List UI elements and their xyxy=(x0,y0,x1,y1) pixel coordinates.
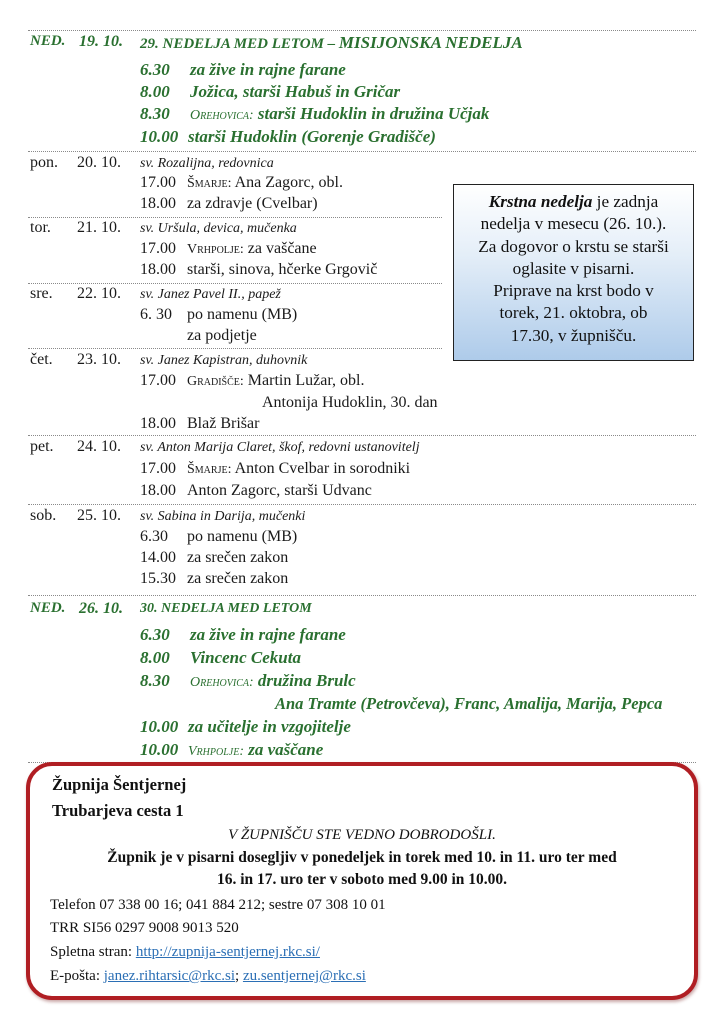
mass-row xyxy=(140,717,351,737)
weekday-date: 25. 10. xyxy=(77,507,121,524)
mass-time: 6.30 xyxy=(140,528,168,545)
email-row xyxy=(50,968,366,985)
mass-time: 6.30 xyxy=(140,625,170,644)
mass-intention: Ana Zagorc, obl. xyxy=(231,174,343,191)
sunday-date: 19. 10. xyxy=(79,33,123,50)
weekday-date: 22. 10. xyxy=(77,285,121,302)
mass-row xyxy=(140,327,257,345)
email-separator: ; xyxy=(235,968,243,984)
weekday-date: 23. 10. xyxy=(77,351,121,368)
mass-row xyxy=(140,261,377,279)
mass-intention: za učitelje in vzgojitelje xyxy=(188,717,351,736)
mass-time: 17.00 xyxy=(140,240,176,257)
sunday-date: 26. 10. xyxy=(79,600,123,617)
sunday-title-prefix: 29. NEDELJA MED LETOM – xyxy=(140,36,339,52)
mass-time: 18.00 xyxy=(140,415,176,432)
mass-time: 6.30 xyxy=(140,60,170,79)
mass-intention: starši Hudoklin (Gorenje Gradišče) xyxy=(188,127,436,146)
weekday-day: pet. xyxy=(30,438,54,455)
mass-intention: za vaščane xyxy=(243,240,317,257)
mass-intention: za žive in rajne farane xyxy=(190,60,346,79)
email-link-parish[interactable]: zu.sentjernej@rkc.si xyxy=(242,968,366,984)
mass-intention: za srečen zakon xyxy=(187,570,289,587)
mass-intention: Blaž Brišar xyxy=(187,415,260,432)
sunday-title xyxy=(140,33,523,53)
weekday-day: sob. xyxy=(30,507,57,524)
mass-time: 17.00 xyxy=(140,174,176,191)
office-hours-line2: 16. in 17. uro ter v soboto med 9.00 in 10.00. xyxy=(216,871,508,888)
divider xyxy=(28,595,696,596)
mass-place: Šmarje: xyxy=(187,176,232,191)
divider xyxy=(28,348,442,349)
mass-row xyxy=(140,82,400,102)
mass-place: Orehovica: xyxy=(190,108,254,123)
mass-row xyxy=(140,415,259,433)
mass-row xyxy=(140,549,288,567)
mass-row xyxy=(275,694,662,714)
mass-intention: po namenu (MB) xyxy=(187,306,298,323)
mass-row xyxy=(140,127,436,147)
mass-intention: Vincenc Cekuta xyxy=(190,648,301,667)
weekday-date: 20. 10. xyxy=(77,154,121,171)
divider xyxy=(28,217,442,218)
website-label: Spletna stran: xyxy=(50,944,136,960)
mass-time: 18.00 xyxy=(140,261,176,278)
baptism-notice-line: Priprave na krst bodo v xyxy=(493,281,654,301)
email-link-priest[interactable]: janez.rihtarsic@rkc.si xyxy=(103,968,236,984)
mass-time: 8.30 xyxy=(140,671,170,690)
mass-row xyxy=(140,740,323,760)
parish-name: Župnija Šentjernej xyxy=(52,775,187,794)
weekday-date: 21. 10. xyxy=(77,219,121,236)
saint-of-day: sv. Janez Pavel II., papež xyxy=(140,287,281,302)
mass-time: 10.00 xyxy=(140,127,179,146)
mass-time: 17.00 xyxy=(140,372,176,389)
mass-row xyxy=(140,648,301,668)
mass-intention: Anton Zagorc, starši Udvanc xyxy=(187,482,372,499)
saint-of-day: sv. Anton Marija Claret, škof, redovni ustanovitelj xyxy=(140,440,420,455)
mass-row xyxy=(140,104,489,124)
divider xyxy=(28,283,442,284)
divider xyxy=(28,151,696,152)
mass-time: 6. 30 xyxy=(140,306,172,323)
mass-time: 8.00 xyxy=(140,648,170,667)
baptism-notice-line xyxy=(454,191,693,213)
weekday-date: 24. 10. xyxy=(77,438,121,455)
mass-row xyxy=(140,460,410,478)
mass-intention: za srečen zakon xyxy=(187,549,289,566)
mass-time: 18.00 xyxy=(140,482,176,499)
mass-intention: za podjetje xyxy=(187,327,257,344)
mass-row xyxy=(140,671,356,691)
email-label: E-pošta: xyxy=(50,968,104,984)
mass-place: Orehovica: xyxy=(190,675,254,690)
weekday-day: sre. xyxy=(30,285,53,302)
mass-time: 15.30 xyxy=(140,570,176,587)
baptism-notice-box xyxy=(453,184,694,361)
mass-place: Gradišče: xyxy=(187,374,244,389)
mass-time: 10.00 xyxy=(140,740,179,759)
website-link[interactable]: http://zupnija-sentjernej.rkc.si/ xyxy=(135,944,320,960)
divider xyxy=(28,435,696,436)
baptism-notice-line: nedelja v mesecu (26. 10.). xyxy=(480,214,667,234)
mass-intention: Ana Tramte (Petrovčeva), Franc, Amalija, Marija, Pepca xyxy=(275,694,663,713)
mass-intention: za zdravje (Cvelbar) xyxy=(187,195,318,212)
saint-of-day: sv. Uršula, devica, mučenka xyxy=(140,221,297,236)
sunday-title-main: MISIJONSKA NEDELJA xyxy=(338,33,523,52)
saint-of-day: sv. Rozalijna, redovnica xyxy=(140,156,274,171)
mass-time: 10.00 xyxy=(140,717,179,736)
baptism-notice-text: je zadnja xyxy=(592,192,659,211)
sunday-title: 30. NEDELJA MED LETOM xyxy=(140,601,312,616)
baptism-notice-bold: Krstna nedelja xyxy=(488,192,593,211)
mass-time: 8.30 xyxy=(140,104,170,123)
mass-row xyxy=(140,570,288,588)
mass-time: 17.00 xyxy=(140,460,176,477)
mass-row xyxy=(140,306,297,324)
weekday-day: tor. xyxy=(30,219,51,236)
website-row xyxy=(50,944,320,961)
mass-place: Vrhpolje: xyxy=(188,744,244,759)
baptism-notice-line: torek, 21. oktobra, ob xyxy=(499,303,648,323)
mass-intention: družina Brulc xyxy=(253,671,356,690)
mass-intention: za žive in rajne farane xyxy=(190,625,346,644)
mass-time: 8.00 xyxy=(140,82,170,101)
divider xyxy=(28,504,696,505)
mass-row xyxy=(140,195,318,213)
bank-account: TRR SI56 0297 9008 9013 520 xyxy=(50,920,239,936)
mass-intention: Martin Lužar, obl. xyxy=(243,372,365,389)
sunday-day: NED. xyxy=(30,33,66,49)
mass-row xyxy=(140,625,346,645)
office-hours-line1: Župnik je v pisarni dosegljiv v ponedeljek in torek med 10. in 11. uro ter med xyxy=(107,849,617,866)
mass-row xyxy=(140,174,343,192)
mass-row xyxy=(262,394,438,412)
mass-intention: Anton Cvelbar in sorodniki xyxy=(231,460,411,477)
mass-row xyxy=(140,528,297,546)
mass-row xyxy=(140,372,364,390)
mass-time: 18.00 xyxy=(140,195,176,212)
weekday-day: pon. xyxy=(30,154,58,171)
baptism-notice-line: Za dogovor o krstu se starši xyxy=(478,236,669,256)
mass-intention: po namenu (MB) xyxy=(187,528,298,545)
baptism-notice-line: 17.30, v župnišču. xyxy=(510,325,637,345)
mass-place: Vrhpolje: xyxy=(187,242,244,257)
mass-intention: Antonija Hudoklin, 30. dan xyxy=(262,394,438,411)
divider xyxy=(28,30,696,31)
mass-time: 14.00 xyxy=(140,549,176,566)
mass-row xyxy=(140,240,317,258)
saint-of-day: sv. Janez Kapistran, duhovnik xyxy=(140,353,308,368)
mass-intention: starši, sinova, hčerke Grgovič xyxy=(187,261,378,278)
sunday-day: NED. xyxy=(30,600,66,616)
mass-row xyxy=(140,60,346,80)
parish-address: Trubarjeva cesta 1 xyxy=(52,801,184,820)
phone-numbers: Telefon 07 338 00 16; 041 884 212; sestre 07 308 10 01 xyxy=(50,897,386,913)
mass-intention: starši Hudoklin in družina Učjak xyxy=(253,104,490,123)
welcome-text: V ŽUPNIŠČU STE VEDNO DOBRODOŠLI. xyxy=(228,827,496,843)
baptism-notice-line: oglasite v pisarni. xyxy=(512,258,635,278)
mass-intention: Jožica, starši Habuš in Gričar xyxy=(190,82,401,101)
weekday-day: čet. xyxy=(30,351,53,368)
saint-of-day: sv. Sabina in Darija, mučenki xyxy=(140,509,306,524)
mass-place: Šmarje: xyxy=(187,462,232,477)
mass-row xyxy=(140,482,372,500)
mass-intention: za vaščane xyxy=(243,740,324,759)
